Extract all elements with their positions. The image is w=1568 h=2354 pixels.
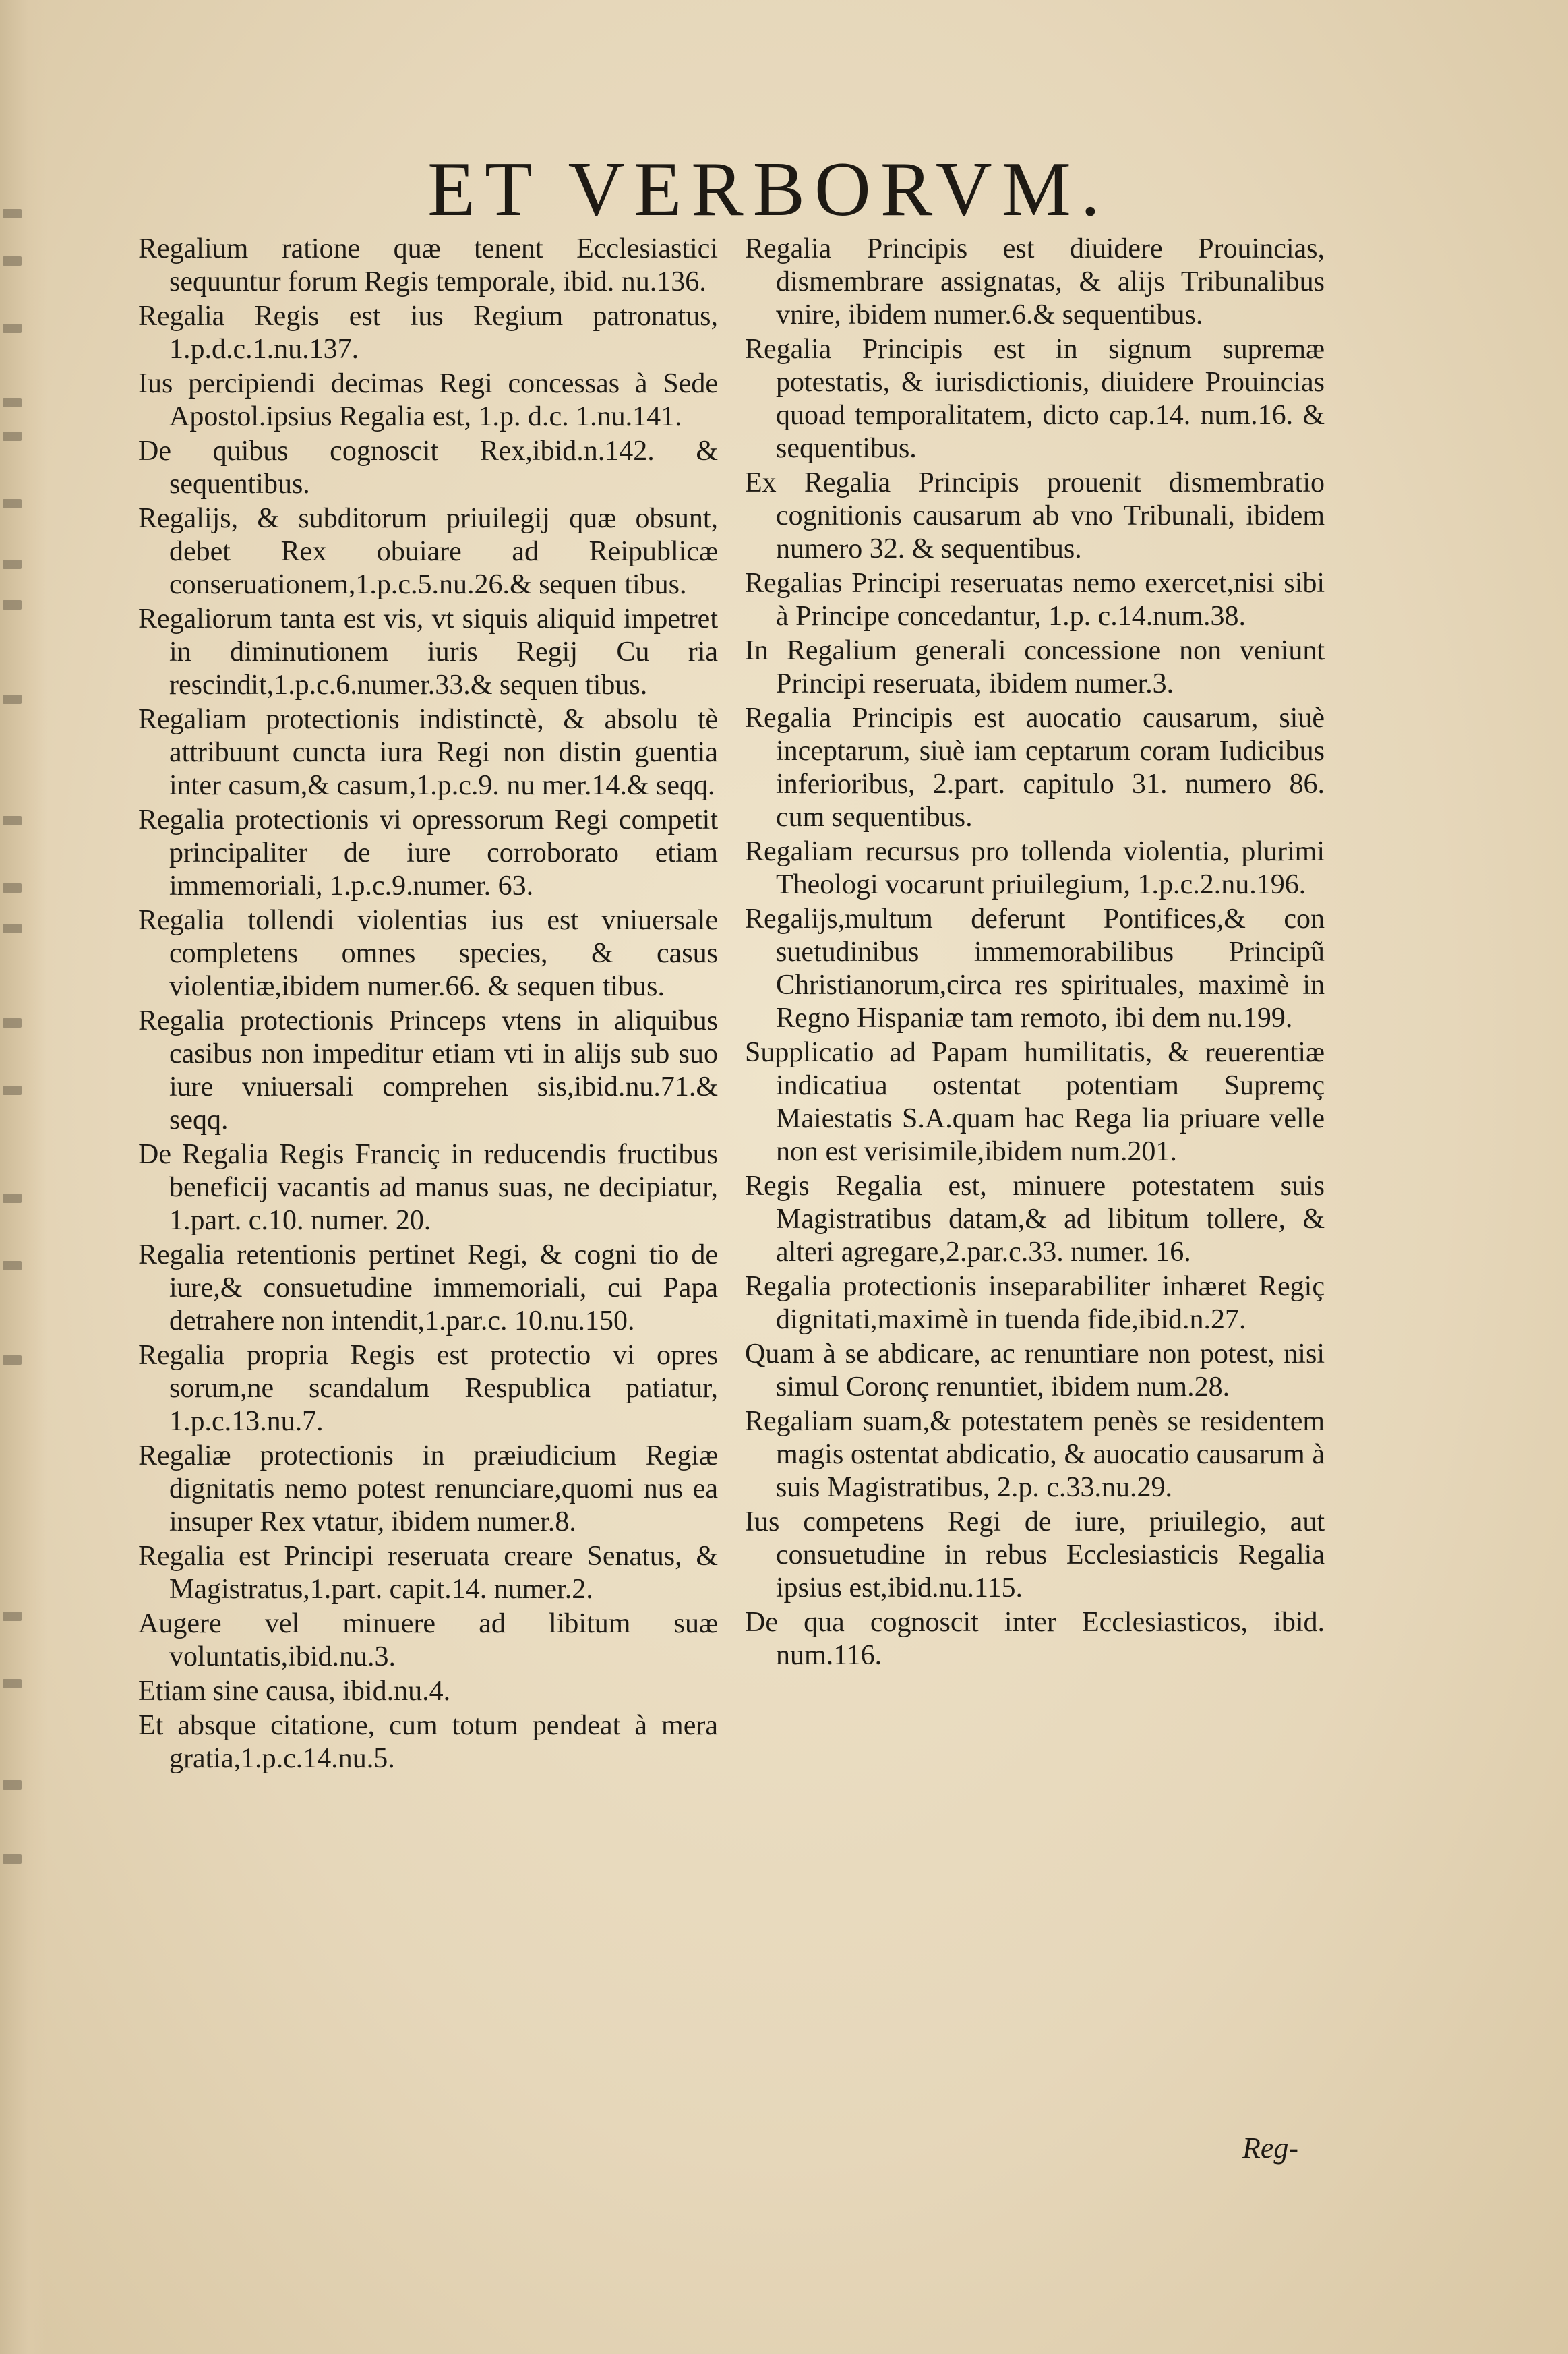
- index-entry: In Regalium generali concessione non veniunt Principi reseruata, ibidem numer.3.: [745, 635, 1325, 699]
- index-entry: Regalia Principis est auocatio causarum, siuè inceptarum, siuè iam ceptarum coram Iudicibus inferioribus, 2.part. capitulo 31. numero 86. cum sequentibus.: [745, 703, 1325, 833]
- index-entry: Regalium ratione quæ tenent Ecclesiastici sequuntur forum Regis temporale, ibid. nu.136.: [138, 233, 718, 297]
- index-entry: Regaliam protectionis indistinctè, & absolu tè attribuunt cuncta iura Regi non distin guentia inter casum,& casum,1.p.c.9. nu mer.14.& seqq.: [138, 704, 718, 801]
- page-heading: ET VERBORVM.: [427, 146, 1110, 233]
- index-entry: Regalia Regis est ius Regium patronatus, 1.p.d.c.1.nu.137.: [138, 301, 718, 365]
- index-entry: Regalia est Principi reseruata creare Senatus, & Magistratus,1.part. capit.14. numer.2.: [138, 1541, 718, 1605]
- index-entry: Regaliæ protectionis in præiudicium Regiæ dignitatis nemo potest renunciare,quomi nus ea insuper Rex vtatur, ibidem numer.8.: [138, 1440, 718, 1537]
- index-entry: Regalijs,multum deferunt Pontifices,& con suetudinibus immemorabilibus Principũ Christianorum,circa res spirituales, maximè in Regno Hispaniæ tam remoto, ibi dem nu.199.: [745, 904, 1325, 1034]
- index-entry: Regis Regalia est, minuere potestatem suis Magistratibus datam,& ad libitum tollere, & alteri agregare,2.par.c.33. numer. 16.: [745, 1171, 1325, 1268]
- catchword: Reg-: [1242, 2131, 1298, 2165]
- left-column: [138, 233, 718, 1777]
- index-entry: Regaliorum tanta est vis, vt siquis aliquid impetret in diminutionem iuris Regij Cu ria rescindit,1.p.c.6.numer.33.& sequen tibus.: [138, 604, 718, 701]
- index-entry: Regalia retentionis pertinet Regi, & cogni tio de iure,& consuetudine immemoriali, cui Papa detrahere non intendit,1.par.c. 10.nu.150.: [138, 1239, 718, 1336]
- edge-bleed-marks: [3, 209, 30, 1895]
- index-entry: Regalia protectionis vi opressorum Regi competit principaliter de iure corroborato etiam immemoriali, 1.p.c.9.numer. 63.: [138, 804, 718, 902]
- index-entry: Regalia propria Regis est protectio vi opres sorum,ne scandalum Respublica patiatur, 1.p.c.13.nu.7.: [138, 1340, 718, 1437]
- index-entry: Ius percipiendi decimas Regi concessas à Sede Apostol.ipsius Regalia est, 1.p. d.c. 1.nu.141.: [138, 368, 718, 432]
- index-entry: Regalijs, & subditorum priuilegij quæ obsunt, debet Rex obuiare ad Reipublicæ conseruationem,1.p.c.5.nu.26.& sequen tibus.: [138, 503, 718, 600]
- index-entry: De quibus cognoscit Rex,ibid.n.142. & sequentibus.: [138, 436, 718, 500]
- index-entry: Ius competens Regi de iure, priuilegio, aut consuetudine in rebus Ecclesiasticis Regalia ipsius est,ibid.nu.115.: [745, 1506, 1325, 1603]
- right-column: [745, 233, 1325, 1674]
- index-entry: Regalia Principis est diuidere Prouincias, dismembrare assignatas, & alijs Tribunalibus vnire, ibidem numer.6.& sequentibus.: [745, 233, 1325, 330]
- page-edge: [0, 0, 47, 2354]
- index-entry: Regaliam suam,& potestatem penès se residentem magis ostentat abdicatio, & auocatio causarum à suis Magistratibus, 2.p. c.33.nu.29.: [745, 1406, 1325, 1503]
- index-entry: De Regalia Regis Franciç in reducendis fructibus beneficij vacantis ad manus suas, ne decipiatur, 1.part. c.10. numer. 20.: [138, 1139, 718, 1236]
- index-entry: Supplicatio ad Papam humilitatis, & reuerentiæ indicatiua ostentat potentiam Supremç Maiestatis S.A.quam hac Rega lia priuare velle non est verisimile,ibidem num.201.: [745, 1037, 1325, 1167]
- index-entry: Regalia protectionis Princeps vtens in aliquibus casibus non impeditur etiam vti in alijs sub suo iure vniuersali comprehen sis,ibid.nu.71.& seqq.: [138, 1005, 718, 1136]
- index-entry: Etiam sine causa, ibid.nu.4.: [138, 1676, 451, 1707]
- index-entry: Regalia protectionis inseparabiliter inhæret Regiç dignitati,maximè in tuenda fide,ibid.n.27.: [745, 1271, 1325, 1335]
- index-entry: Regalias Principi reseruatas nemo exercet,nisi sibi à Principe concedantur, 1.p. c.14.num.38.: [745, 568, 1325, 632]
- index-entry: De qua cognoscit inter Ecclesiasticos, ibid. num.116.: [745, 1607, 1325, 1671]
- index-entry: Regaliam recursus pro tollenda violentia, plurimi Theologi vocarunt priuilegium, 1.p.c.2.nu.196.: [745, 836, 1325, 900]
- index-entry: Augere vel minuere ad libitum suæ voluntatis,ibid.nu.3.: [138, 1608, 718, 1672]
- index-entry: Regalia tollendi violentias ius est vniuersale completens omnes species, & casus violentiæ,ibidem numer.66. & sequen tibus.: [138, 905, 718, 1002]
- index-entry: Regalia Principis est in signum supremæ potestatis, & iurisdictionis, diuidere Prouincias quoad temporalitatem, dicto cap.14. num.16. & sequentibus.: [745, 334, 1325, 464]
- index-entry: Quam à se abdicare, ac renuntiare non potest, nisi simul Coronç renuntiet, ibidem num.28.: [745, 1338, 1325, 1403]
- index-entry: Et absque citatione, cum totum pendeat à mera gratia,1.p.c.14.nu.5.: [138, 1710, 718, 1774]
- index-entry: Ex Regalia Principis prouenit dismembratio cognitionis causarum ab vno Tribunali, ibidem numero 32. & sequentibus.: [745, 467, 1325, 564]
